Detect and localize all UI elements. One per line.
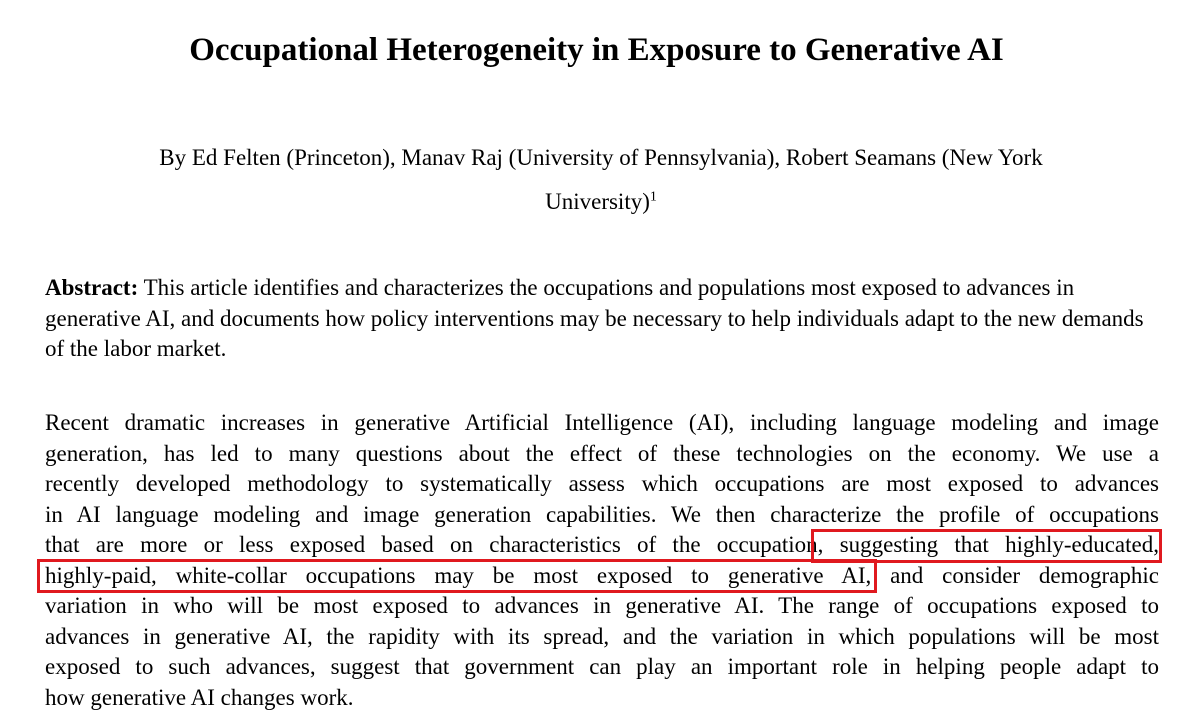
- body-line: that are more or less exposed based on characteristics of the occupation, suggesting that highly-educated,: [45, 532, 1159, 557]
- abstract-text: This article identifies and characterizes the occupations and populations most exposed to advances in generative AI, and documents how policy interventions may be necessary to help individuals adapt to the new demands of the labor market.: [45, 275, 1144, 361]
- paper-title: Occupational Heterogeneity in Exposure to Generative AI: [189, 32, 1004, 68]
- footnote-marker[interactable]: 1: [649, 189, 657, 205]
- author-line-1: By Ed Felten (Princeton), Manav Raj (University of Pennsylvania), Robert Seamans (New York: [159, 145, 1043, 170]
- body-line: how generative AI changes work.: [45, 684, 354, 710]
- body-paragraph: [45, 408, 1159, 713]
- author-line-2: University): [545, 189, 650, 214]
- body-line: generation, has led to many questions about the effect of these technologies on the economy. We use a: [45, 440, 1159, 466]
- body-line: highly-paid, white-collar occupations may be most exposed to generative AI, and consider demographic: [45, 562, 1159, 588]
- body-line: recently developed methodology to systematically assess which occupations are most exposed to advances: [45, 471, 1159, 496]
- author-list: [60, 136, 1142, 224]
- abstract-label: Abstract:: [45, 275, 139, 300]
- body-line: in AI language modeling and image generation capabilities. We then characterize the profile of occupations: [45, 501, 1159, 527]
- body-line: Recent dramatic increases in generative Artificial Intelligence (AI), including language modeling and image: [45, 410, 1159, 435]
- body-line: advances in generative AI, the rapidity with its spread, and the variation in which populations will be most: [45, 623, 1159, 649]
- body-line: exposed to such advances, suggest that government can play an important role in helping people adapt to: [45, 654, 1159, 679]
- abstract: [45, 273, 1145, 365]
- body-line: variation in who will be most exposed to advances in generative AI. The range of occupations exposed to: [45, 593, 1159, 618]
